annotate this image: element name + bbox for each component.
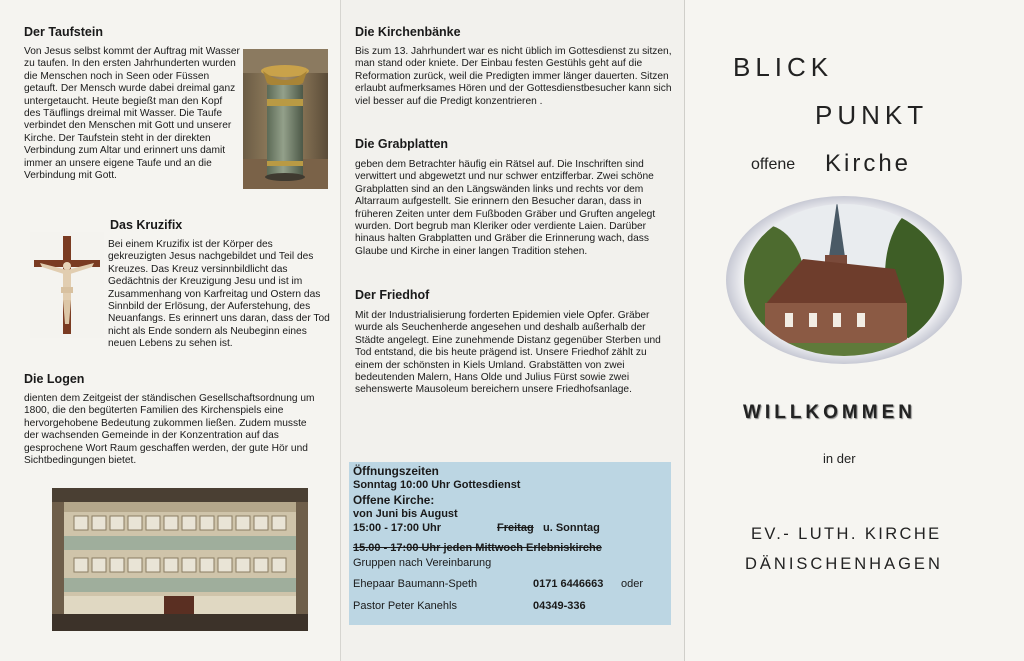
cover-willkommen: WILLKOMMEN — [743, 402, 916, 423]
cover-blick: BLICK — [733, 52, 834, 82]
taufstein-title: Der Taufstein — [24, 25, 103, 39]
hours-day-sunday: u. Sonntag — [543, 522, 600, 534]
grabplatten-title: Die Grabplatten — [355, 137, 449, 151]
kruzifix-title: Das Kruzifix — [110, 218, 183, 232]
friedhof-title: Der Friedhof — [355, 288, 430, 302]
panel-left — [0, 0, 340, 661]
hours-period: von Juni bis August — [353, 508, 458, 520]
contact1-phone: 0171 6446663 — [533, 578, 604, 590]
kruzifix-text: Bei einem Kruzifix ist der Körper des gekreuzigten Jesus nachgebildet und Teil des Kreuzes. Das Kreuz versinnbildlicht das Gedächtnis der Kreuzigung Jesu und ist im Zusammenhang von Karfreitag und Ostern das Sinnbild der Erlösung, der Auferstehung, des Neuanfangs. Es erinnert uns daran, dass der Tod nicht als Ende sondern als Neubeginn eines neuen Lebens zu sehen ist. — [108, 239, 330, 350]
panel-middle — [340, 0, 684, 661]
logen-text: dienten dem Zeitgeist der ständischen Gesellschaftsordnung um 1800, die den begüterten Familien des Kirchenspiels eine hervorgehobene Bedeutung zukommen ließen. Zudem musste der wachsenden Gemeinde in der Konzentration auf das gesprochene Wort Raum geschaffen werden, der gute Hör und Sichtbedingungen bietet. — [24, 393, 315, 467]
hours-open-heading: Offene Kirche: — [353, 493, 435, 507]
contact1-name: Ehepaar Baumann-Speth — [353, 578, 478, 590]
kirchenbaenke-text: Bis zum 13. Jahrhundert war es nicht üblich im Gottesdienst zu sitzen, man stand oder kniete. Der Einbau festen Gestühls geht auf die Reformation zurück, weil die Predigten immer länger dauerten. Sitzen erlaubt aufmerksames Hören und der Gottesdienstbesucher kann sich viel besser auf die Predigt konzentrieren . — [355, 46, 672, 107]
crucifix-photo — [30, 232, 104, 338]
galleries-photo — [52, 488, 308, 631]
hours-struck-line: 15.00 - 17:00 Uhr jeden Mittwoch Erlebniskirche — [353, 542, 602, 554]
hours-title: Öffnungszeiten — [353, 464, 439, 478]
panel-cover — [684, 0, 1024, 661]
cover-inder: in der — [823, 451, 856, 466]
cover-church-line1: EV.- LUTH. KIRCHE — [751, 525, 942, 543]
hours-day-struck: Freitag — [497, 522, 534, 534]
taufstein-text: Von Jesus selbst kommt der Auftrag mit Wasser zu taufen. In den ersten Jahrhunderten wurden die Menschen noch in Seen oder Füssen getauft. Der Mensch wurde dabei dreimal ganz untergetaucht. Heute begießt man den Kopf des Täuflings dreimal mit Wasser. Die Taufe verbindet den Menschen mit Gott und unserer Kirche. Der Taufstein steht in der direkten Verbindung zum Altar und erinnert uns damit immer an unsere eigene Taufe und an die Verbindung mit Gott. — [24, 46, 240, 182]
hours-groups: Gruppen nach Vereinbarung — [353, 557, 492, 569]
cover-offene: offene — [751, 156, 796, 173]
contact1-suffix: oder — [621, 578, 644, 590]
logen-title: Die Logen — [24, 372, 85, 386]
friedhof-text: Mit der Industrialisierung forderten Epidemien viele Opfer. Gräber wurde als Seuchenherde angesehen und deshalb außerhalb der Städte angelegt. Eine zunehmende Distanz gegenüber Sterben und Tod entstand, die bis heute prägend ist. Unsere Friedhof zählt zu einem der schönsten in Kiels Umland. Grabstätten von zwei bedeutenden Malern, Hans Olde und Julius Fürst sowie zwei sehenswerte Mausoleum bereichern unsere Friedhofsanlage. — [355, 310, 661, 396]
cover-kirche: Kirche — [825, 150, 912, 177]
hours-sunday: Sonntag 10:00 Uhr Gottesdienst — [353, 479, 521, 491]
contact2-name: Pastor Peter Kanehls — [353, 600, 457, 612]
hours-time1: 15:00 - 17:00 Uhr — [353, 522, 442, 534]
contact2-phone: 04349-336 — [533, 600, 586, 612]
baptismal-font-photo — [243, 49, 328, 189]
cover-church-line2: DÄNISCHENHAGEN — [745, 555, 943, 573]
church-photo-oval — [725, 195, 963, 365]
opening-hours-box — [349, 462, 671, 625]
grabplatten-text: geben dem Betrachter häufig ein Rätsel auf. Die Inschriften sind verwittert und abgewetzt und nur schwer entzifferbar. Zwei schöne Grabplatten sind an den Längswänden links und rechts vor dem Altarraum aufgestellt. Sie erinnern den Besucher daran, dass in früheren Zeiten unter dem Fußboden Gräber und Gruften angelegt wurden. Dort begrub man Kleriker oder verdiente Laien. Darüber hinaus halten Grabplatten und Gräber die Erinnerung wach, dass Glaube und Kirche in einer langen Tradition stehen. — [355, 159, 656, 257]
kirchenbaenke-title: Die Kirchenbänke — [355, 25, 461, 39]
cover-punkt: PUNKT — [815, 100, 929, 130]
